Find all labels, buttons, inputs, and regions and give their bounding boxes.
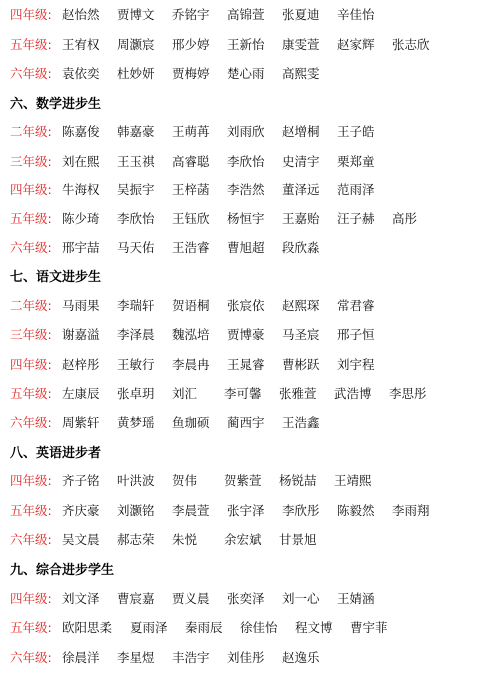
- section-heading: 六、数学进步生: [10, 97, 102, 112]
- student-name: 高睿聪: [172, 154, 210, 169]
- student-name: 贾梅婷: [172, 66, 210, 81]
- student-name: 楚心雨: [227, 66, 265, 81]
- student-name: 杨恒宇: [227, 211, 265, 226]
- student-name: 李可馨: [224, 386, 262, 401]
- student-name: 高彤: [392, 211, 418, 226]
- student-name: 刘灏铭: [117, 503, 155, 518]
- student-name: 乔铭宇: [172, 7, 210, 22]
- student-name: 陈嘉俊: [62, 124, 100, 139]
- section-heading-row: [0, 265, 480, 287]
- grade-label: 六年级:: [10, 240, 52, 255]
- student-name: 张卓玥: [117, 386, 155, 401]
- student-name: 李思彤: [389, 386, 427, 401]
- student-name: 贾博豪: [227, 327, 265, 342]
- section-heading-row: [0, 441, 480, 463]
- student-name: 范雨泽: [337, 182, 375, 197]
- grade-row: [0, 62, 480, 84]
- student-name: 丰浩宇: [172, 650, 210, 665]
- student-name: 赵家辉: [337, 37, 375, 52]
- student-name: 刘佳彤: [227, 650, 265, 665]
- grade-label: 六年级:: [10, 650, 52, 665]
- student-name: 刘雨欣: [227, 124, 265, 139]
- student-name: 曹旭超: [227, 240, 265, 255]
- student-name: 王萌苒: [172, 124, 210, 139]
- student-name: 郝志荣: [117, 532, 155, 547]
- grade-label: 四年级:: [10, 182, 52, 197]
- grade-label: 四年级:: [10, 357, 52, 372]
- student-name: 贺语桐: [172, 298, 210, 313]
- student-name: 贺紫萱: [224, 473, 262, 488]
- student-name: 段欣淼: [282, 240, 320, 255]
- grade-row: [0, 646, 480, 668]
- student-name: 吴文晨: [62, 532, 100, 547]
- student-name: 王嘉贻: [282, 211, 320, 226]
- student-name: 史清宇: [282, 154, 320, 169]
- grade-row: [0, 616, 480, 638]
- student-name: 甘景旭: [279, 532, 317, 547]
- student-name: 王梓菡: [172, 182, 210, 197]
- student-name: 叶洪波: [117, 473, 155, 488]
- student-name: 余宏斌: [224, 532, 262, 547]
- student-name: 汪子赫: [337, 211, 375, 226]
- student-name: 陈毅然: [337, 503, 375, 518]
- student-name: 左康辰: [62, 386, 100, 401]
- grade-label: 二年级:: [10, 124, 52, 139]
- student-name: 王浩睿: [172, 240, 210, 255]
- grade-label: 六年级:: [10, 532, 52, 547]
- student-name: 康雯萱: [282, 37, 320, 52]
- grade-row: [0, 294, 480, 316]
- student-name: 朱悦: [172, 532, 198, 547]
- student-name: 王钰欣: [172, 211, 210, 226]
- grade-label: 五年级:: [10, 386, 52, 401]
- student-name: 张宸依: [227, 298, 265, 313]
- grade-row: [0, 207, 480, 229]
- student-name: 李雨翔: [392, 503, 430, 518]
- student-name: 刘文泽: [62, 591, 100, 606]
- student-name: 徐佳怡: [240, 620, 278, 635]
- student-name: 秦雨辰: [185, 620, 223, 635]
- grade-label: 五年级:: [10, 620, 52, 635]
- student-name: 马雨果: [62, 298, 100, 313]
- grade-label: 四年级:: [10, 473, 52, 488]
- student-name: 曹宇菲: [350, 620, 388, 635]
- grade-row: [0, 3, 480, 25]
- student-name: 贾博文: [117, 7, 155, 22]
- grade-row: [0, 587, 480, 609]
- grade-row: [0, 353, 480, 375]
- student-name: 赵熙琛: [282, 298, 320, 313]
- student-name: 王婧涵: [337, 591, 375, 606]
- student-name: 赵梓彤: [62, 357, 100, 372]
- student-name: 吴振宇: [117, 182, 155, 197]
- student-name: 杨锐喆: [279, 473, 317, 488]
- student-name: 王晁睿: [227, 357, 265, 372]
- student-name: 袁依奕: [62, 66, 100, 81]
- student-name: 王子皓: [337, 124, 375, 139]
- student-name: 齐庆豪: [62, 503, 100, 518]
- student-name: 贺伟: [172, 473, 198, 488]
- student-name: 杜妙妍: [117, 66, 155, 81]
- student-name: 武浩博: [334, 386, 372, 401]
- student-name: 王浩鑫: [282, 415, 320, 430]
- grade-row: [0, 469, 480, 491]
- student-name: 王宥权: [62, 37, 100, 52]
- student-name: 高熙雯: [282, 66, 320, 81]
- student-name: 李欣彤: [282, 503, 320, 518]
- student-name: 马天佑: [117, 240, 155, 255]
- student-name: 周灏宸: [117, 37, 155, 52]
- student-name: 齐子铭: [62, 473, 100, 488]
- section-heading: 九、综合进步学生: [10, 563, 115, 578]
- student-name: 张宇泽: [227, 503, 265, 518]
- student-name: 赵逸乐: [282, 650, 320, 665]
- student-name: 韩嘉豪: [117, 124, 155, 139]
- student-name: 欧阳思柔: [62, 620, 113, 635]
- student-name: 辛佳怡: [337, 7, 375, 22]
- grade-row: [0, 499, 480, 521]
- student-name: 贾义晨: [172, 591, 210, 606]
- grade-label: 六年级:: [10, 415, 52, 430]
- student-name: 张志欣: [392, 37, 430, 52]
- grade-label: 四年级:: [10, 7, 52, 22]
- student-name: 张雅萱: [279, 386, 317, 401]
- student-name: 赵增桐: [282, 124, 320, 139]
- grade-label: 五年级:: [10, 503, 52, 518]
- student-name: 李泽晨: [117, 327, 155, 342]
- student-name: 李瑞轩: [117, 298, 155, 313]
- student-name: 刘汇: [172, 386, 198, 401]
- grade-row: [0, 150, 480, 172]
- grade-row: [0, 236, 480, 258]
- student-name: 李欣怡: [227, 154, 265, 169]
- student-name: 王新怡: [227, 37, 265, 52]
- grade-row: [0, 120, 480, 142]
- grade-row: [0, 382, 480, 404]
- grade-label: 五年级:: [10, 37, 52, 52]
- student-name: 刘一心: [282, 591, 320, 606]
- student-name: 徐晨洋: [62, 650, 100, 665]
- student-name: 栗郑童: [337, 154, 375, 169]
- section-heading: 八、英语进步者: [10, 446, 102, 461]
- student-name: 邢宇喆: [62, 240, 100, 255]
- student-name: 蔺西宇: [227, 415, 265, 430]
- section-heading-row: [0, 92, 480, 114]
- student-name: 李浩然: [227, 182, 265, 197]
- student-name: 曹彬跃: [282, 357, 320, 372]
- student-name: 邢子恒: [337, 327, 375, 342]
- student-name: 董泽远: [282, 182, 320, 197]
- student-name: 张夏迪: [282, 7, 320, 22]
- student-name: 马圣宸: [282, 327, 320, 342]
- student-name: 王玉祺: [117, 154, 155, 169]
- student-name: 谢嘉溢: [62, 327, 100, 342]
- student-name: 李欣怡: [117, 211, 155, 226]
- student-name: 张奕泽: [227, 591, 265, 606]
- grade-label: 二年级:: [10, 298, 52, 313]
- grade-row: [0, 33, 480, 55]
- student-name: 李晨冉: [172, 357, 210, 372]
- student-name: 王靖熙: [334, 473, 372, 488]
- student-name: 赵怡然: [62, 7, 100, 22]
- grade-label: 三年级:: [10, 154, 52, 169]
- student-name: 李星煜: [117, 650, 155, 665]
- grade-row: [0, 411, 480, 433]
- student-name: 程文博: [295, 620, 333, 635]
- student-name: 牛海权: [62, 182, 100, 197]
- student-name: 王敏行: [117, 357, 155, 372]
- student-name: 高锦萱: [227, 7, 265, 22]
- section-heading-row: [0, 558, 480, 580]
- grade-row: [0, 323, 480, 345]
- student-name: 黄梦瑶: [117, 415, 155, 430]
- student-name: 魏泓培: [172, 327, 210, 342]
- grade-label: 四年级:: [10, 591, 52, 606]
- grade-label: 六年级:: [10, 66, 52, 81]
- grade-row: [0, 178, 480, 200]
- student-name: 邢少婷: [172, 37, 210, 52]
- student-name: 陈少琦: [62, 211, 100, 226]
- student-name: 刘在熙: [62, 154, 100, 169]
- student-name: 李晨萱: [172, 503, 210, 518]
- student-name: 刘宇程: [337, 357, 375, 372]
- student-name: 常君睿: [337, 298, 375, 313]
- grade-row: [0, 528, 480, 550]
- section-heading: 七、语文进步生: [10, 270, 102, 285]
- grade-label: 三年级:: [10, 327, 52, 342]
- student-name: 夏雨泽: [130, 620, 168, 635]
- student-name: 鱼珈硕: [172, 415, 210, 430]
- student-name: 周紫轩: [62, 415, 100, 430]
- grade-label: 五年级:: [10, 211, 52, 226]
- student-name: 曹宸嘉: [117, 591, 155, 606]
